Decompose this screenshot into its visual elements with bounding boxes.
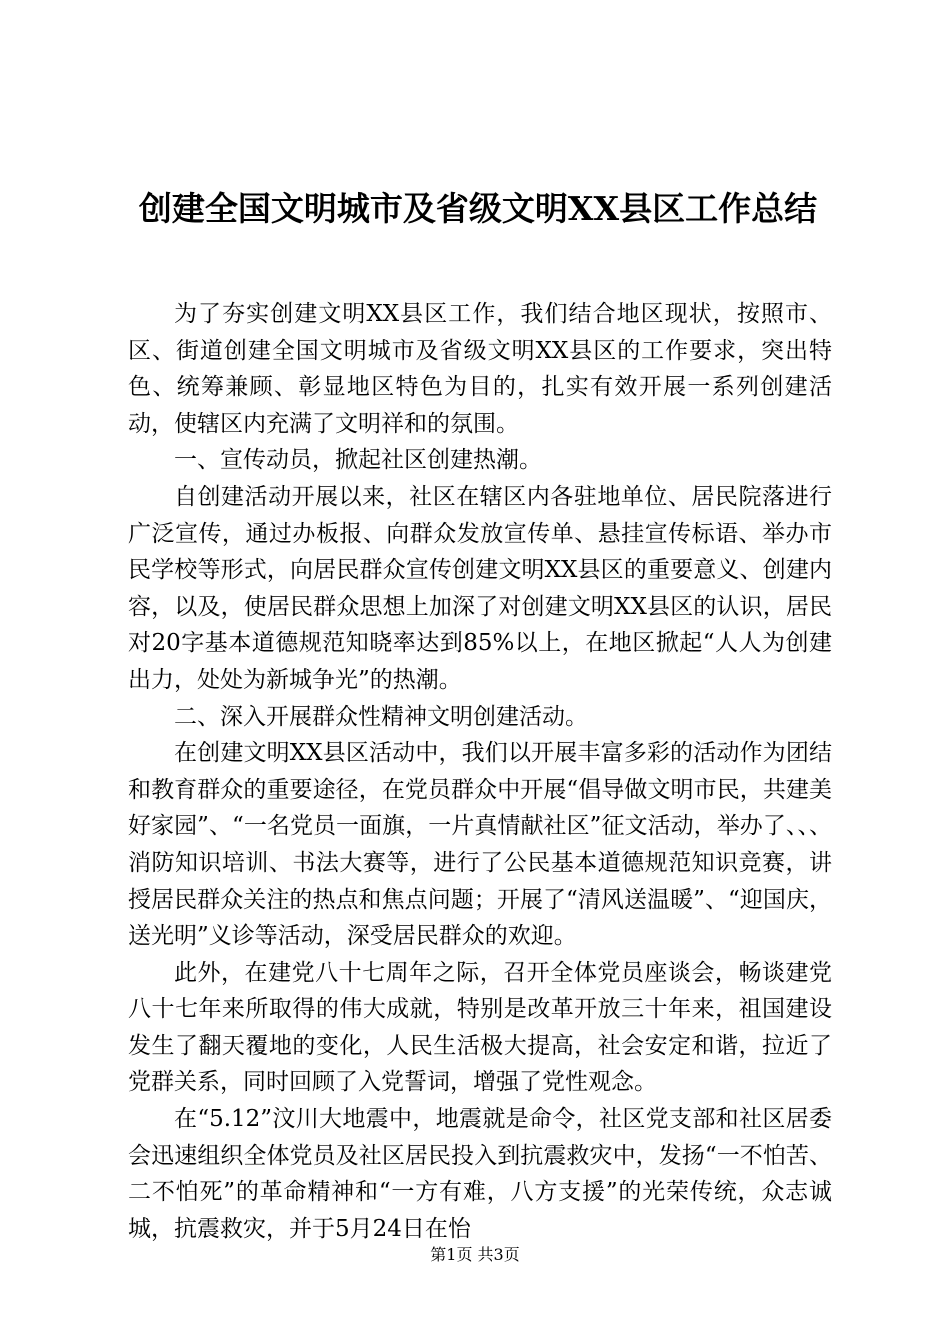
page-number-footer: 第1页 共3页	[430, 1245, 520, 1264]
section-heading-2: 二、深入开展群众性精神文明创建活动。	[174, 703, 588, 730]
paragraph-earthquake: 在“5.12”汶川大地震中，地震就是命令，社区党支部和社区居委会迅速组织全体党员及社区居民投入到抗震救灾中，发扬“一不怕苦、二不怕死”的革命精神和“一方有难，八方支援”的光荣传统，众志诚城，抗震救灾，并于5月24日在怡	[128, 1106, 832, 1242]
section-heading-1: 一、宣传动员，掀起社区创建热潮。	[174, 447, 542, 474]
document-title: 创建全国文明城市及省级文明XX县区工作总结	[138, 189, 818, 228]
paragraph-intro: 为了夯实创建文明XX县区工作，我们结合地区现状，按照市、区、街道创建全国文明城市及省级文明XX县区的工作要求，突出特色、统筹兼顾、彰显地区特色为目的，扎实有效开展一系列创建活动，使辖区内充满了文明祥和的氛围。	[128, 301, 832, 437]
paragraph-activities: 在创建文明XX县区活动中，我们以开展丰富多彩的活动作为团结和教育群众的重要途径，在党员群众中开展“倡导做文明市民，共建美好家园”、“一名党员一面旗，一片真情献社区”征文活动，举办了、、、消防知识培训、书法大赛等，进行了公民基本道德规范知识竞赛，讲授居民群众关注的热点和焦点问题；开展了“清风送温暖”、“迎国庆，送光明”义诊等活动，深受居民群众的欢迎。	[128, 740, 832, 950]
paragraph-publicity: 自创建活动开展以来，社区在辖区内各驻地单位、居民院落进行广泛宣传，通过办板报、向群众发放宣传单、悬挂宣传标语、举办市民学校等形式，向居民群众宣传创建文明XX县区的重要意义、创建内容，以及，使居民群众思想上加深了对创建文明XX县区的认识，居民对20字基本道德规范知晓率达到85%以上，在地区掀起“人人为创建出力，处处为新城争光”的热潮。	[128, 483, 832, 693]
paragraph-party-anniversary: 此外，在建党八十七周年之际，召开全体党员座谈会，畅谈建党八十七年来所取得的伟大成就，特别是改革开放三十年来，祖国建设发生了翻天覆地的变化，人民生活极大提高，社会安定和谐，拉近了党群关系，同时回顾了入党誓词，增强了党性观念。	[128, 959, 832, 1096]
document-body	[128, 296, 832, 1247]
